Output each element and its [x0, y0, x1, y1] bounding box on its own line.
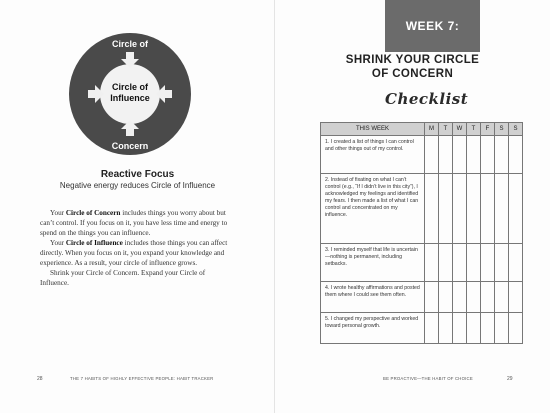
table-row [321, 244, 523, 282]
check-cell[interactable] [453, 244, 467, 282]
header-day-sun: S [509, 123, 523, 136]
paragraph-2-lead: Your [50, 239, 66, 247]
check-cell[interactable] [509, 282, 523, 313]
check-cell[interactable] [509, 136, 523, 174]
inner-label-line1: Circle of [111, 82, 149, 92]
outer-label-top: Circle of [111, 39, 149, 49]
header-day-fri: F [481, 123, 495, 136]
check-cell[interactable] [495, 136, 509, 174]
paragraph-2-rest: includes those things you can affect directly. When you focus on it, you expand your knowledge and experience. As a result, your circle of influence grows. [40, 239, 228, 267]
check-cell[interactable] [453, 282, 467, 313]
paragraph-1-lead: Your [50, 209, 66, 217]
header-day-mon: M [425, 123, 439, 136]
check-cell[interactable] [425, 313, 439, 344]
paragraph-3: Shrink your Circle of Concern. Expand your Circle of Influence. [40, 269, 206, 287]
check-cell[interactable] [495, 174, 509, 244]
footer-left: THE 7 HABITS OF HIGHLY EFFECTIVE PEOPLE: HABIT TRACKER [70, 376, 214, 381]
check-cell[interactable] [467, 313, 481, 344]
outer-label-bottom: Concern [111, 141, 149, 151]
check-cell[interactable] [425, 174, 439, 244]
header-day-wed: W [453, 123, 467, 136]
check-cell[interactable] [453, 313, 467, 344]
check-cell[interactable] [425, 136, 439, 174]
header-day-tue: T [439, 123, 453, 136]
check-cell[interactable] [425, 282, 439, 313]
checklist-heading: Checklist [385, 90, 469, 108]
check-cell[interactable] [467, 282, 481, 313]
table-row [321, 174, 523, 244]
check-cell[interactable] [509, 313, 523, 344]
table-row [321, 282, 523, 313]
check-cell[interactable] [467, 174, 481, 244]
right-page [275, 0, 550, 413]
task-4: 4. I wrote healthy affirmations and posted them where I could see them often. [321, 282, 425, 313]
check-cell[interactable] [509, 244, 523, 282]
task-3: 3. I reminded myself that life is uncertain—nothing is permanent, including setbacks. [321, 244, 425, 282]
body-text [40, 208, 230, 288]
paragraph-1 [40, 208, 230, 238]
check-cell[interactable] [467, 136, 481, 174]
check-cell[interactable] [439, 282, 453, 313]
check-cell[interactable] [481, 174, 495, 244]
check-cell[interactable] [495, 282, 509, 313]
check-cell[interactable] [481, 136, 495, 174]
table-row [321, 136, 523, 174]
page-title-line1: SHRINK YOUR CIRCLE [345, 54, 480, 66]
check-cell[interactable] [439, 244, 453, 282]
check-cell[interactable] [439, 174, 453, 244]
check-cell[interactable] [439, 136, 453, 174]
inner-label-line2: Influence [110, 93, 150, 103]
task-2: 2. Instead of fixating on what I can’t control (e.g., “If I didn’t live in this city”), I acknowledged my feelings and identified my fears. I then made a list of what I can control and concentrated on my influence. [321, 174, 425, 244]
check-cell[interactable] [425, 244, 439, 282]
caption-subtitle: Negative energy reduces Circle of Influence [59, 181, 216, 190]
task-5: 5. I changed my perspective and worked toward personal growth. [321, 313, 425, 344]
paragraph-1-rest: includes things you worry about but can’t control. If you focus on it, you have less time and energy to spend on the things you can influence. [40, 209, 228, 237]
table-row [321, 313, 523, 344]
page-title-line2: OF CONCERN [371, 68, 454, 80]
check-cell[interactable] [481, 282, 495, 313]
check-cell[interactable] [495, 244, 509, 282]
check-cell[interactable] [467, 244, 481, 282]
header-this-week: THIS WEEK [321, 123, 425, 136]
paragraph-2-bold: Circle of Influence [65, 239, 123, 247]
task-1: 1. I created a list of things I can control and other things out of my control. [321, 136, 425, 174]
paragraph-2 [40, 238, 230, 268]
check-cell[interactable] [453, 136, 467, 174]
check-cell[interactable] [509, 174, 523, 244]
week-tab: WEEK 7: [385, 0, 480, 52]
circle-diagram [68, 32, 192, 156]
check-cell[interactable] [481, 244, 495, 282]
table-header-row [321, 123, 523, 136]
circle-diagram-graphic [68, 32, 192, 156]
caption-title: Reactive Focus [100, 169, 175, 180]
checklist-table [320, 122, 523, 344]
header-day-thu: T [467, 123, 481, 136]
check-cell[interactable] [495, 313, 509, 344]
footer-right: BE PROACTIVE—THE HABIT OF CHOICE [383, 376, 473, 381]
check-cell[interactable] [481, 313, 495, 344]
page-number-left: 28 [37, 376, 43, 382]
check-cell[interactable] [453, 174, 467, 244]
paragraph-1-bold: Circle of Concern [65, 209, 121, 217]
header-day-sat: S [495, 123, 509, 136]
check-cell[interactable] [439, 313, 453, 344]
page-number-right: 29 [507, 376, 513, 382]
